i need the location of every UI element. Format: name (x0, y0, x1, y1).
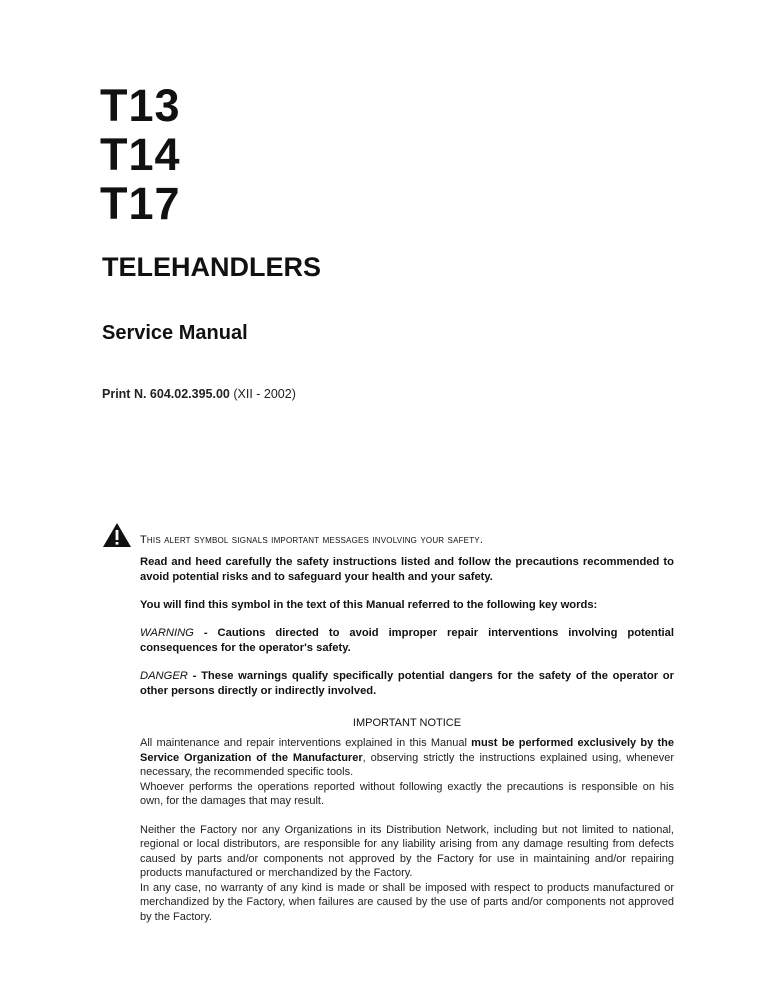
document-type: Service Manual (102, 322, 248, 344)
read-heed-paragraph: Read and heed carefully the safety instructions listed and follow the precautions recommended to avoid potential risks and to safeguard your health and your safety. (140, 556, 674, 583)
model-t17: T17 (100, 178, 181, 229)
danger-text: - These warnings qualify specifically potential dangers for the safety of the operator or other persons directly or indirectly involved. (140, 670, 674, 697)
print-number (102, 386, 296, 402)
notice-paragraph-4: In any case, no warranty of any kind is made or shall be imposed with respect to products manufactured or merchandized by the Factory, when failures are caused by the use of parts and/or components not approved by the Factory. (140, 881, 674, 923)
danger-label: DANGER (140, 670, 188, 682)
notice-p1-end: , observing strictly the instructions explained using, whenever necessary, the recommended specific tools. (140, 751, 675, 778)
notice-p1-bold: must be performed exclusively by the Service Organization of the Manufacturer (140, 737, 674, 764)
important-notice-title: IMPORTANT NOTICE (352, 717, 462, 729)
product-subtitle: TELEHANDLERS (102, 252, 322, 282)
keywords-intro: You will find this symbol in the text of this Manual referred to the following key words: (140, 599, 598, 611)
notice-paragraph-3: Neither the Factory nor any Organizations in its Distribution Network, including but not limited to national, regional or local distributors, are responsible for any liability arising from any damage resulting from defects caused by parts and/or components not approved by the Factory for use in maintaining and/or repairing products manufactured or merchandized by the Factory. (140, 823, 674, 879)
notice-p1-start: All maintenance and repair interventions explained in this Manual (140, 737, 472, 749)
warning-triangle-icon (102, 522, 132, 548)
notice-paragraph-2: Whoever performs the operations reported without following exactly the precautions is responsible on his own, for the damages that may result. (140, 780, 674, 807)
model-t13: T13 (100, 80, 181, 131)
warning-label: WARNING (140, 627, 194, 639)
notice-paragraph-1 (140, 736, 674, 780)
danger-definition (140, 669, 674, 699)
important-notice-body (140, 736, 674, 924)
warning-definition (140, 626, 674, 656)
model-t14: T14 (100, 129, 181, 180)
print-label: Print N. 604.02.395.00 (102, 387, 230, 401)
print-date: (XII - 2002) (233, 387, 296, 401)
warning-text: - Cautions directed to avoid improper repair interventions involving potential consequences for the operator's safety. (140, 627, 674, 654)
alert-heading: This alert symbol signals important messages involving your safety. (140, 534, 484, 546)
safety-section (140, 533, 674, 712)
